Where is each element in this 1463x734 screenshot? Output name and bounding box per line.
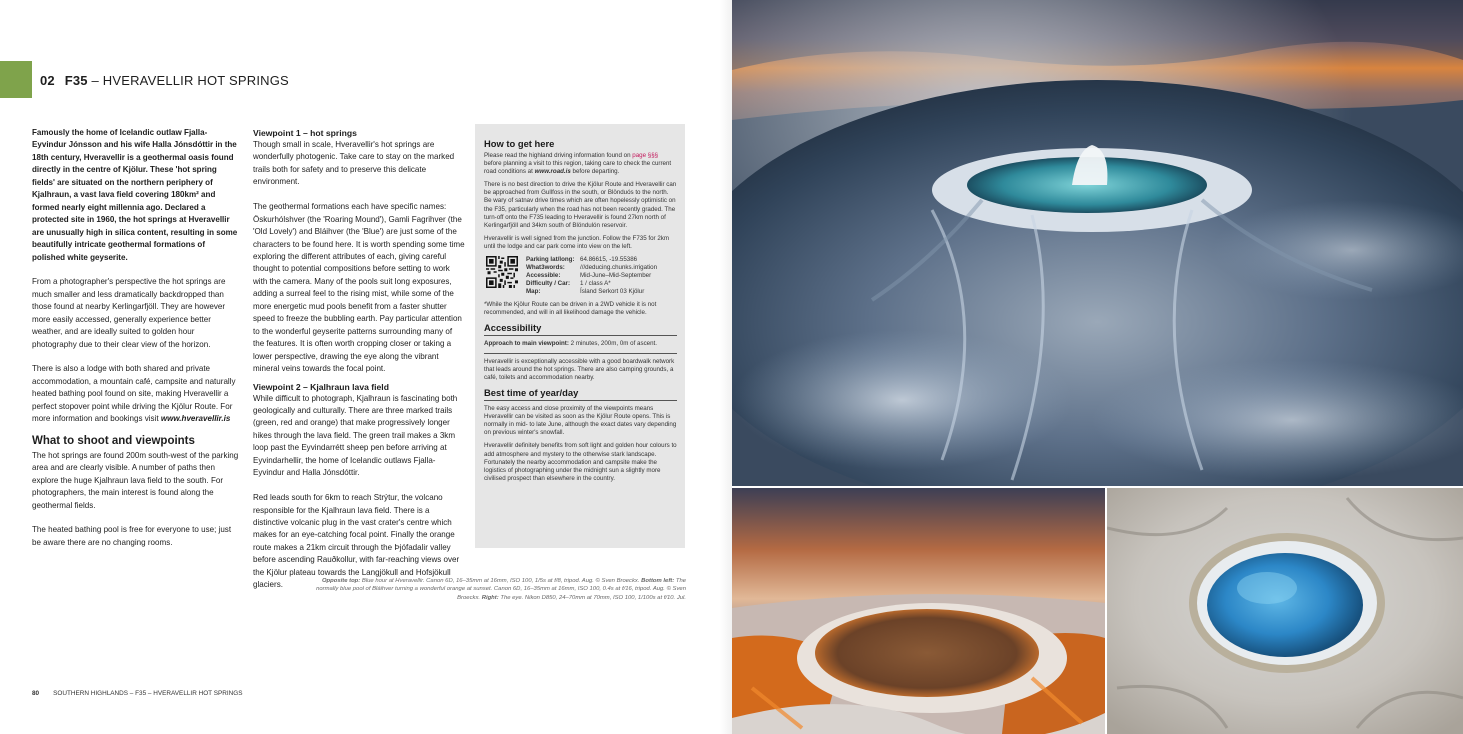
viewpoint-heading: Viewpoint 1 – hot springs [253, 128, 357, 138]
page-reference-link[interactable]: page §§§ [632, 152, 659, 159]
info-grid [526, 256, 657, 296]
location-title: – HVERAVELLIR HOT SPRINGS [91, 73, 289, 88]
left-page [0, 0, 730, 734]
paragraph-text: There is also a lodge with both shared and private accommodation, a mountain café, campsite and naturally heated bathing pool found on site, making Hveravellir a perfect stopover point while driving the Kjölur Route. For more information and bookings visit [32, 364, 236, 424]
paragraph [32, 363, 240, 425]
divider [484, 400, 677, 401]
info-label: Accessible: [526, 272, 561, 280]
divider [484, 353, 677, 354]
left-text-column [32, 127, 240, 562]
info-value: Mid-June–Mid-September [580, 272, 652, 280]
sidebar-paragraph: Hveravellir definitely benefits from soft light and golden hour colours to add atmosphere and mystery to the otherwise stark landscape. Fortunately the nearby accommodation and campsite make the logistics of photographing under the midnight sun a slightly more civilised prospect than elsewhere in the country. [484, 442, 677, 482]
sidebar-heading: Accessibility [484, 321, 542, 333]
qr-code-icon[interactable] [486, 256, 518, 288]
intro-paragraph: Famously the home of Icelandic outlaw Fjalla-Eyvindur Jónsson and his wife Halla Jónsdóttir in the 18th century, Hveravellir is a geothermal oasis found directly in the centre of Kjölur. These 'hot spring fields' are situated on the northern periphery of Kjalhraun, a vast lava field covering 180km² and formed nearly eight millennia ago. Declared a protected site in 1960, the hot springs at Hveravellir are unusually high in silica content, resulting in some beautifully intricate geothermal formations of polished white geyserite. [32, 128, 238, 262]
paragraph: Red leads south for 6km to reach Strýtur, the volcano responsible for the Kjalhraun lava field. There is a distinctive volcanic plug in the vast crater's centre which makes for an eye-catching focal point. Finally the orange route makes a 21km circuit through the Þjófadalir valley before ascending Rauðkollur, with far-reaching views over the Kjölur plateau towards the Langjökull and Hofsjökull glaciers. [253, 493, 460, 590]
caption-label: Bottom left: [641, 578, 675, 584]
photo-captions [300, 577, 686, 602]
info-label: Map: [526, 288, 541, 296]
caption-text: The eye. Nikon D850, 24–70mm at 70mm, ISO 100, 1/100s at f/10. Jul. [500, 594, 686, 601]
paragraph: The hot springs are found 200m south-west of the parking area and are clearly visible. A number of paths then explore the huge Kjalhraun lava field to the south. For photographers, the main interest is found along the geothermal fields. [32, 450, 239, 510]
caption-label: Opposite top: [321, 578, 361, 584]
chapter-number: 02 [40, 73, 55, 88]
info-label: Difficulty / Car: [526, 280, 571, 288]
sidebar-heading: How to get here [484, 138, 555, 149]
sidebar-text: Please read the highland driving information found on [484, 152, 631, 159]
photo-blue-eye-pool [1107, 488, 1463, 734]
approach-value: 2 minutes, 200m, 0m of ascent. [570, 339, 657, 347]
approach-line [484, 340, 677, 348]
paragraph: The heated bathing pool is free for everyone to use; just be aware there are no changing rooms. [32, 525, 232, 547]
chapter-color-tab [0, 61, 32, 98]
location-info-block [484, 256, 677, 296]
middle-text-column [253, 127, 465, 604]
caption-label: Right: [481, 594, 499, 601]
sidebar-paragraph [484, 152, 677, 176]
road-code: F35 [64, 73, 88, 88]
info-sidebar [475, 124, 685, 548]
paragraph: The geothermal formations each have specific names: Öskurhólshver (the 'Roaring Mound'), Gamli Fagrihver (the 'Old Lovely') and Bláihver (the 'Blue') are just some of the characters to be found here. It is worth spending some time exploring the different attributes of each, giving careful thought to potential compositions before setting to work with the camera. Many of the pools suit long exposures, adding a surreal feel to the rising mist, while some of the more energetic mud pools benefit from a faster shutter speed to freeze the bubbling earth. Pay particular attention to the wonderful geyserite patterns surrounding many of the features. It is often worth cropping closer or taking a lower perspective, drawing the eye along the vibrant mineral veins towards the focal point. [253, 202, 465, 374]
info-value: Ísland Serkort 03 Kjölur [580, 288, 645, 296]
vehicle-note: *While the Kjölur Route can be driven in a 2WD vehicle it is not recommended, and will in all likelihood damage the vehicle. [484, 300, 657, 316]
section-heading: What to shoot and viewpoints [32, 434, 195, 447]
sidebar-text: before planning a visit to this region, taking care to check the current road conditions at [484, 160, 672, 176]
info-value: ///deducing.chunks.irrigation [580, 264, 658, 272]
running-title: SOUTHERN HIGHLANDS – F35 – HVERAVELLIR HOT SPRINGS [53, 690, 243, 697]
road-website-link[interactable]: www.road.is [534, 168, 571, 176]
page-title [40, 73, 289, 88]
viewpoint-heading: Viewpoint 2 – Kjalhraun lava field [253, 381, 389, 392]
paragraph: From a photographer's perspective the hot springs are much smaller and less dramatically backdropped than those found at nearby Kerlingarfjöll. They are however more easily accessed, generally experience better weather, and are ideally suited to golden hour photography due to their clear view of the horizon. [32, 277, 226, 349]
sidebar-heading: Best time of year/day [484, 387, 579, 399]
info-label: Parking lat/long: [526, 256, 575, 264]
caption-text: Blue hour at Hveravellir. Canon 6D, 16–35mm at 16mm, ISO 100, 1/5s at f/8, tripod. Aug. © Sven Broeckx. [361, 578, 640, 584]
photo-geyser-blue-hour [732, 0, 1463, 486]
paragraph: Though small in scale, Hveravellir's hot springs are wonderfully photogenic. Take care to stay on the marked trails both for safety and to preserve this delicate environment. [253, 140, 455, 187]
info-value: 64.86615, -19.55386 [580, 256, 638, 264]
page-footer [32, 690, 243, 697]
page-number: 80 [32, 690, 40, 697]
divider [484, 335, 677, 336]
sidebar-paragraph: Hveravellir is exceptionally accessible with a good boardwalk network that leads around the hot springs. There are also camping grounds, a café, toilets and accommodation nearby. [484, 357, 675, 381]
photo-orange-pool-sunset [732, 488, 1105, 734]
sidebar-paragraph: Hveravellir is well signed from the junction. Follow the F735 for 2km until the lodge and car park come into view on the left. [484, 234, 670, 250]
info-value: 1 / class A* [580, 280, 611, 288]
approach-label: Approach to main viewpoint: [484, 339, 569, 347]
sidebar-text: before departing. [572, 168, 620, 176]
book-spine [720, 0, 732, 734]
paragraph: While difficult to photograph, Kjalhraun is fascinating both geologically and culturally. There are three marked trails (green, red and orange) that make progressively longer hikes through the lava field. The green trail makes a 3km loop past the Eyvindarrétt sheep pen before arriving at Eyvindarhellir, the home of Icelandic outlaws Fjalla-Eyvindur and Halla Jónsdóttir. [253, 393, 458, 478]
info-label: What3words: [526, 264, 565, 272]
website-link[interactable]: www.hveravellir.is [160, 414, 231, 424]
caption-text: The normally blue pool of Bláihver turning a wonderful orange at sunset. Canon 6D, 16–35mm at 16mm, ISO 100, 0.4s at f/16, tripod. Aug. © Sven Broeckx. [316, 578, 686, 601]
sidebar-paragraph: There is no best direction to drive the Kjölur Route and Hveravellir can be approached from Gullfoss in the south, or Blönduós to the north. Be wary of satnav drive times which are often hopelessly optimistic on the F35, particularly when the road has not been recently graded. The turn-off onto the F735 leading to Hveravellir is found 27km north of Kerlingarfjöll and 34km south of Blöndulón reservoir. [484, 181, 677, 229]
sidebar-paragraph: The easy access and close proximity of the viewpoints means Hveravellir can be visited as soon as the Kjölur Route opens. This is normally in mid- to late June, although the exact dates vary depending on previous winter's snowfall. [484, 405, 677, 437]
